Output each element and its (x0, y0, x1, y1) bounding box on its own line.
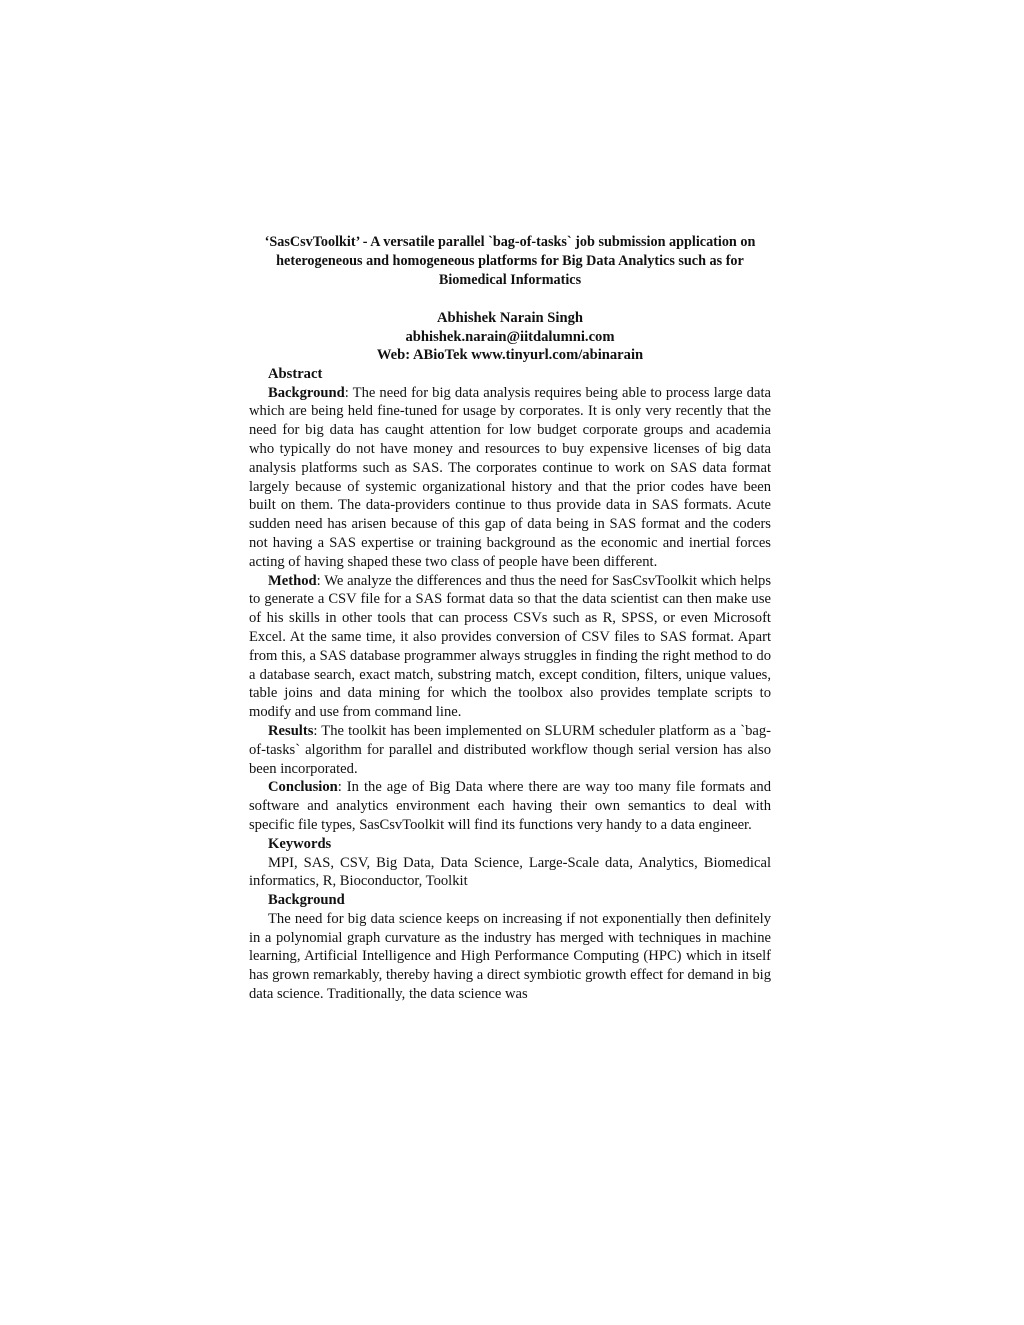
paper-content (249, 233, 771, 1004)
results-lead: Results (268, 722, 314, 739)
abstract-results-paragraph (249, 722, 771, 778)
author-email: abhishek.narain@iitdalumni.com (405, 328, 615, 345)
conclusion-lead: Conclusion (268, 779, 338, 796)
keywords-text: MPI, SAS, CSV, Big Data, Data Science, Large-Scale data, Analytics, Biomedical informatics, R, Bioconductor, Toolkit (249, 854, 771, 890)
abstract-background-paragraph (249, 384, 771, 572)
abstract-method-paragraph (249, 572, 771, 722)
background-section-text: The need for big data science keeps on increasing if not exponentially then definitely in a polynomial graph curvature as the industry has merged with techniques in machine learning, Artificial Intelligence and High Performance Computing (HPC) which in itself has grown remarkably, thereby having a direct symbiotic growth effect for demand in big data science. Traditionally, the data science was (249, 910, 771, 1003)
author-block (249, 309, 771, 365)
abstract-conclusion-paragraph (249, 778, 771, 834)
background-section-heading: Background (268, 892, 345, 909)
method-lead: Method (268, 572, 317, 589)
background-text: : The need for big data analysis requires being able to process large data which are being held fine-tuned for usage by corporates. It is only very recently that the need for big data has caught attention for low budget corporate groups and academia who typically do not have money and resources to buy expensive licenses of big data analysis platforms such as SAS. The corporates continue to work on SAS data format largely because of systemic organizational history and that the prior codes have been built on them. The data-providers continue to thus provide data in SAS formats. Acute sudden need has arisen because of this gap of data being in SAS format and the coders not having a SAS expertise or training background as the economic and inertial forces acting of having shaped these two class of people have been different. (249, 384, 771, 570)
background-lead: Background (268, 384, 345, 401)
paper-title: ‘SasCsvToolkit’ - A versatile parallel `bag-of-tasks` job submission application on heterogeneous and homogeneous platforms for Big Data Analytics such as for Biomedical Informatics (264, 234, 756, 288)
author-name: Abhishek Narain Singh (437, 310, 583, 326)
author-web: Web: ABioTek www.tinyurl.com/abinarain (376, 347, 644, 364)
keywords-heading: Keywords (268, 835, 332, 852)
conclusion-text: : In the age of Big Data where there are way too many file formats and software and analytics environment each having their own semantics to deal with specific file types, SasCsvToolkit will find its functions very handy to a data engineer. (249, 779, 771, 833)
abstract-heading: Abstract (268, 365, 323, 382)
results-text: : The toolkit has been implemented on SLURM scheduler platform as a `bag-of-tasks` algorithm for parallel and distributed workflow though serial version has also been incorporated. (249, 722, 771, 777)
method-text: : We analyze the differences and thus the need for SasCsvToolkit which helps to generate a CSV file for a SAS format data so that the data scientist can then make use of his skills in other tools that can process CSVs such as R, SPSS, or even Microsoft Excel. At the same time, it also provides conversion of CSV files to SAS format. Apart from this, a SAS database programmer always struggles in finding the right method to do a database search, exact match, substring match, except condition, filters, unique values, table joins and data mining for which the toolbox also provides template scripts to modify and use from command line. (249, 572, 771, 721)
